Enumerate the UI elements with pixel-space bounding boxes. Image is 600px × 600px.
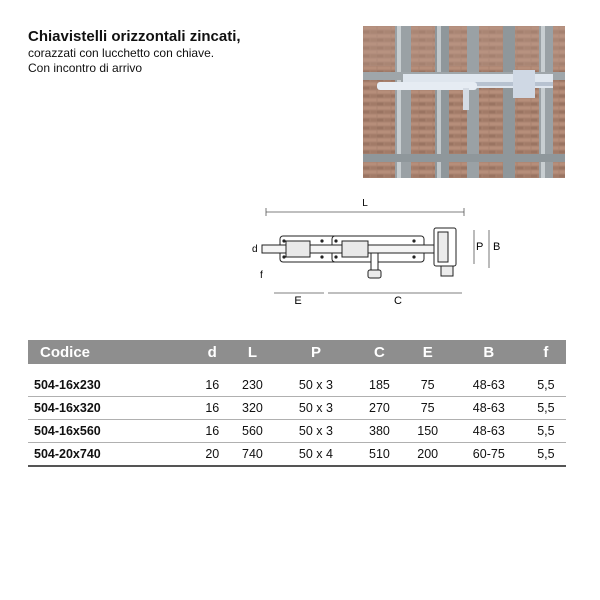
- cell-c: 185: [355, 364, 403, 397]
- cell-p: 50 x 3: [277, 364, 356, 397]
- label-c: C: [394, 295, 402, 307]
- col-header-f: f: [526, 340, 566, 364]
- spec-table: [28, 340, 566, 467]
- cell-f: 5,5: [526, 397, 566, 420]
- cell-e: 75: [404, 397, 452, 420]
- cell-l: 230: [228, 364, 276, 397]
- table-row: [28, 397, 566, 420]
- cell-code: 504-16x560: [28, 420, 196, 443]
- product-description: corazzati con lucchetto con chiave.: [28, 46, 215, 60]
- product-note: Con incontro di arrivo: [28, 61, 143, 75]
- label-e: E: [294, 295, 302, 307]
- cell-code: 504-20x740: [28, 443, 196, 467]
- cell-code: 504-16x320: [28, 397, 196, 420]
- label-b: B: [493, 241, 501, 253]
- cell-d: 16: [196, 420, 228, 443]
- cell-code: 504-16x230: [28, 364, 196, 397]
- cell-d: 20: [196, 443, 228, 467]
- cell-l: 320: [228, 397, 276, 420]
- label-l: L: [362, 198, 368, 209]
- cell-f: 5,5: [526, 364, 566, 397]
- col-header-e: E: [404, 340, 452, 364]
- col-header-b: B: [452, 340, 526, 364]
- cell-p: 50 x 4: [277, 443, 356, 467]
- cell-c: 270: [355, 397, 403, 420]
- cell-l: 560: [228, 420, 276, 443]
- cell-e: 150: [404, 420, 452, 443]
- cell-e: 200: [404, 443, 452, 467]
- table-row: [28, 420, 566, 443]
- cell-d: 16: [196, 397, 228, 420]
- label-p: P: [476, 241, 484, 253]
- product-photo: [363, 26, 565, 178]
- table-header-row: [28, 340, 566, 364]
- cell-p: 50 x 3: [277, 420, 356, 443]
- table-row: [28, 364, 566, 397]
- cell-c: 510: [355, 443, 403, 467]
- col-header-c: C: [355, 340, 403, 364]
- cell-e: 75: [404, 364, 452, 397]
- table-row: [28, 443, 566, 467]
- cell-p: 50 x 3: [277, 397, 356, 420]
- cell-b: 48-63: [452, 397, 526, 420]
- col-header-l: L: [228, 340, 276, 364]
- title-block: [28, 28, 358, 76]
- cell-f: 5,5: [526, 420, 566, 443]
- col-header-d: d: [196, 340, 228, 364]
- cell-b: 48-63: [452, 364, 526, 397]
- cell-f: 5,5: [526, 443, 566, 467]
- cell-d: 16: [196, 364, 228, 397]
- product-title: Chiavistelli orizzontali zincati,: [28, 28, 241, 45]
- col-header-codice: Codice: [28, 340, 196, 364]
- cell-b: 48-63: [452, 420, 526, 443]
- label-d: d: [252, 244, 258, 255]
- cell-c: 380: [355, 420, 403, 443]
- col-header-p: P: [277, 340, 356, 364]
- technical-drawing: [238, 192, 518, 308]
- cell-l: 740: [228, 443, 276, 467]
- cell-b: 60-75: [452, 443, 526, 467]
- label-f: f: [260, 270, 263, 281]
